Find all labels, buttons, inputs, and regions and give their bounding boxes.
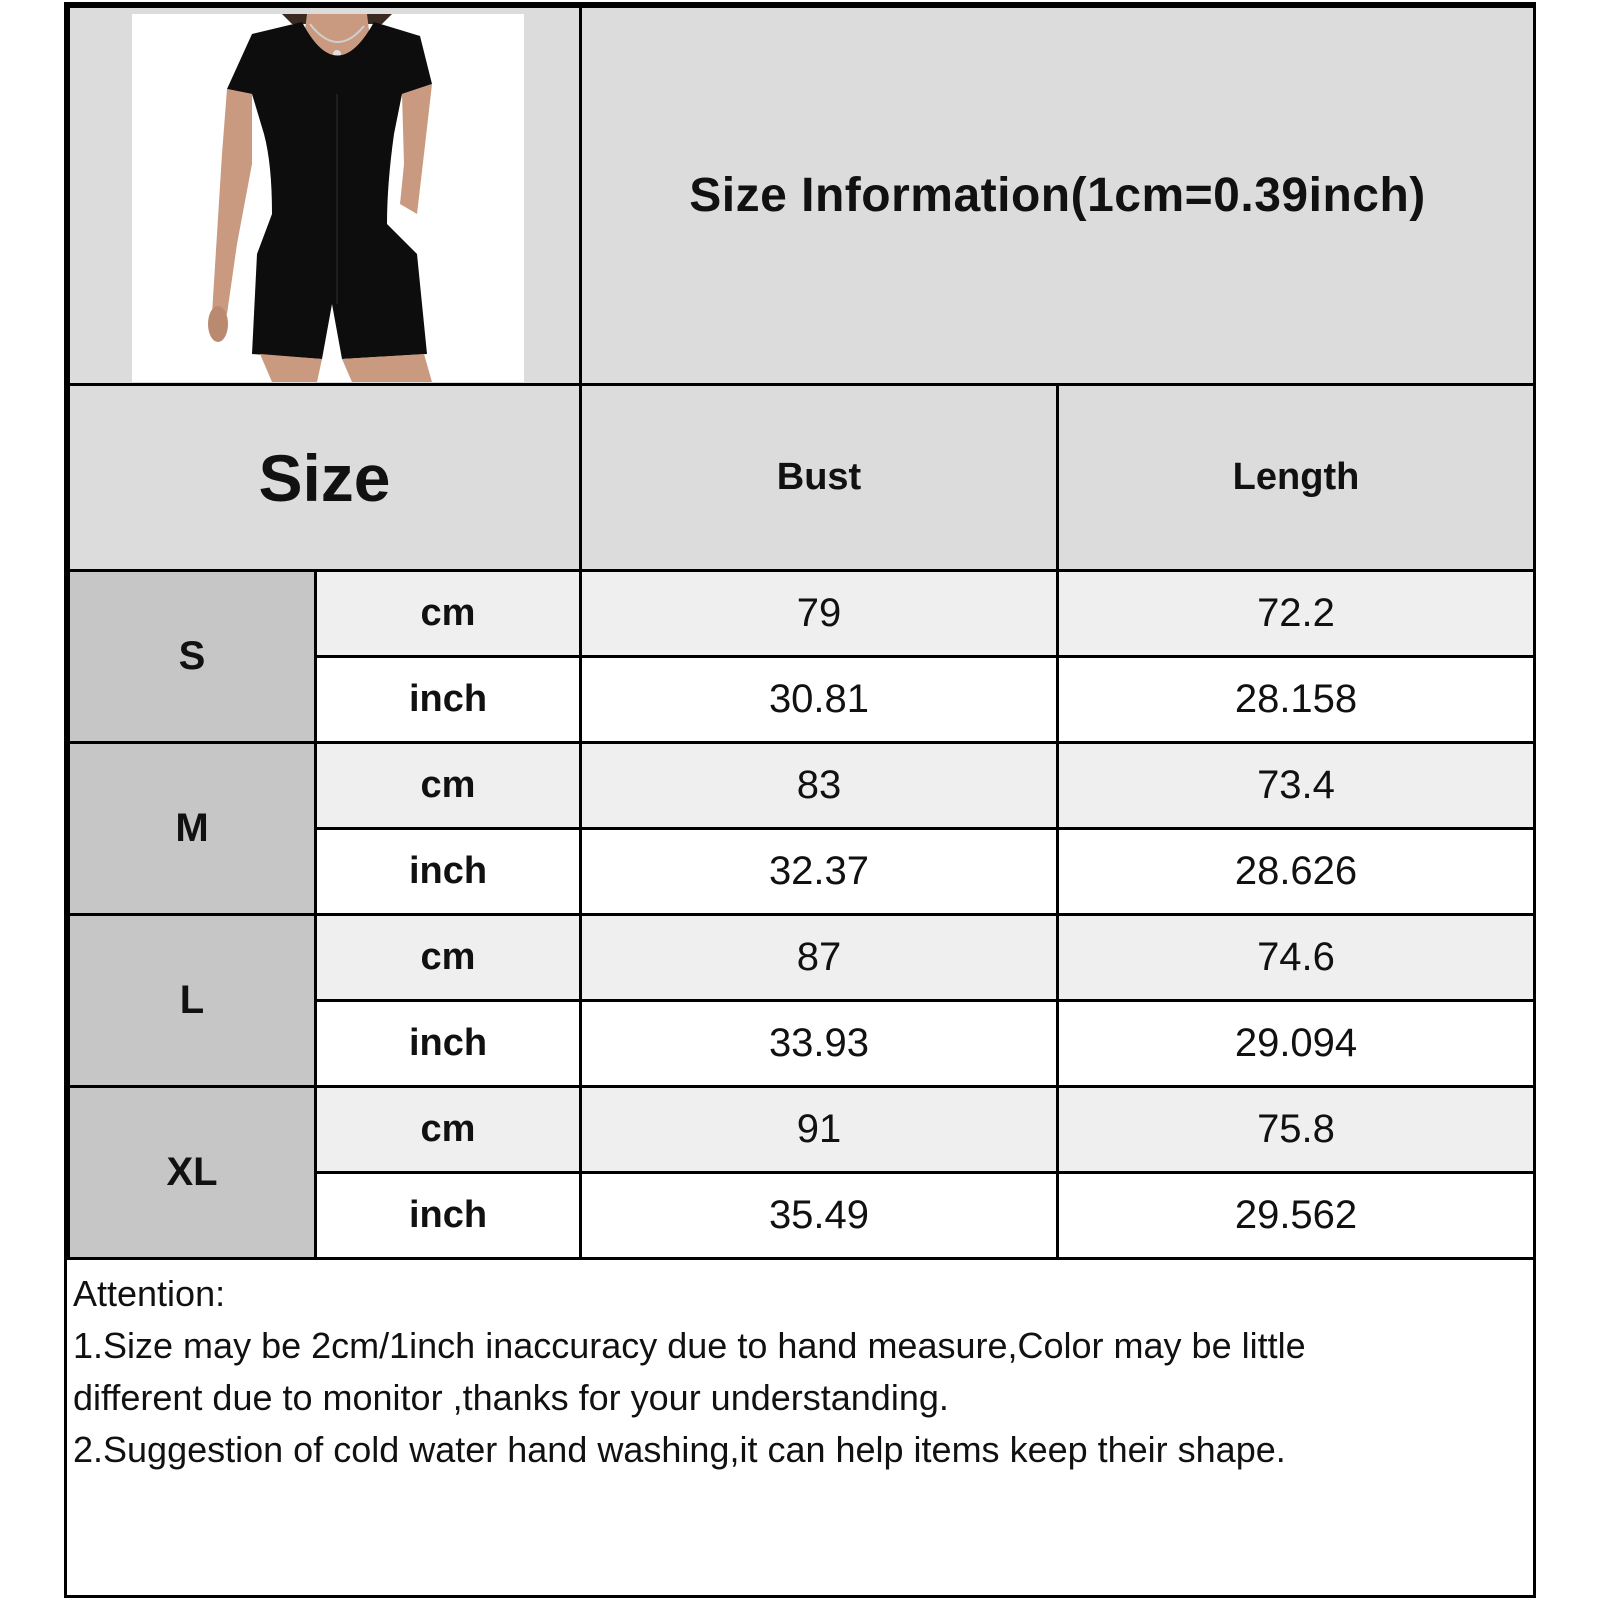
unit-cell bbox=[314, 827, 582, 916]
length-value-cell bbox=[1056, 741, 1536, 830]
black-romper-model-photo-icon bbox=[132, 14, 524, 382]
length-value: 73.4 bbox=[1257, 763, 1335, 807]
unit-cell bbox=[314, 741, 582, 830]
header-size-label: Size bbox=[258, 440, 391, 515]
header-bust-label: Bust bbox=[776, 456, 862, 498]
attention-line-1: 1.Size may be 2cm/1inch inaccuracy due to hand measure,Color may be little bbox=[73, 1325, 1306, 1366]
attention-line-2: different due to monitor ,thanks for your understanding. bbox=[73, 1377, 949, 1418]
bust-value: 83 bbox=[796, 763, 842, 807]
title-cell bbox=[579, 5, 1536, 386]
length-value: 75.8 bbox=[1257, 1107, 1335, 1151]
header-length-label: Length bbox=[1232, 456, 1360, 498]
size-label: S bbox=[178, 634, 206, 678]
unit-label: inch bbox=[408, 1194, 488, 1236]
bust-value: 33.93 bbox=[768, 1021, 870, 1065]
length-value: 29.094 bbox=[1234, 1021, 1358, 1065]
bust-value: 35.49 bbox=[768, 1193, 870, 1237]
length-value: 28.626 bbox=[1234, 849, 1358, 893]
length-value-cell bbox=[1056, 1171, 1536, 1260]
unit-cell bbox=[314, 1085, 582, 1174]
bust-value-cell bbox=[579, 655, 1059, 744]
size-cell-m bbox=[67, 741, 317, 916]
attention-line-3: 2.Suggestion of cold water hand washing,it can help items keep their shape. bbox=[73, 1429, 1286, 1470]
length-value: 72.2 bbox=[1257, 591, 1335, 635]
unit-label: cm bbox=[420, 592, 476, 634]
bust-value-cell bbox=[579, 827, 1059, 916]
unit-label: cm bbox=[420, 936, 476, 978]
bust-value: 91 bbox=[796, 1107, 842, 1151]
unit-cell bbox=[314, 999, 582, 1088]
length-value: 74.6 bbox=[1257, 935, 1335, 979]
unit-cell bbox=[314, 569, 582, 658]
product-photo bbox=[132, 14, 524, 382]
unit-label: cm bbox=[420, 764, 476, 806]
chart-title: Size Information(1cm=0.39inch) bbox=[689, 169, 1426, 222]
bust-value: 79 bbox=[796, 591, 842, 635]
length-value-cell bbox=[1056, 913, 1536, 1002]
header-length bbox=[1056, 383, 1536, 572]
unit-cell bbox=[314, 1171, 582, 1260]
bust-value-cell bbox=[579, 569, 1059, 658]
unit-label: inch bbox=[408, 678, 488, 720]
bust-value: 30.81 bbox=[768, 677, 870, 721]
header-bust bbox=[579, 383, 1059, 572]
length-value-cell bbox=[1056, 1085, 1536, 1174]
bust-value-cell bbox=[579, 1085, 1059, 1174]
bust-value-cell bbox=[579, 913, 1059, 1002]
length-value-cell bbox=[1056, 569, 1536, 658]
unit-label: inch bbox=[408, 1022, 488, 1064]
length-value: 29.562 bbox=[1234, 1193, 1358, 1237]
bust-value: 87 bbox=[796, 935, 842, 979]
unit-label: inch bbox=[408, 850, 488, 892]
attention-heading: Attention: bbox=[73, 1273, 226, 1314]
length-value-cell bbox=[1056, 999, 1536, 1088]
product-photo-cell bbox=[67, 5, 582, 386]
length-value-cell bbox=[1056, 827, 1536, 916]
unit-cell bbox=[314, 913, 582, 1002]
bust-value: 32.37 bbox=[768, 849, 870, 893]
length-value: 28.158 bbox=[1234, 677, 1358, 721]
bust-value-cell bbox=[579, 999, 1059, 1088]
unit-cell bbox=[314, 655, 582, 744]
unit-label: cm bbox=[420, 1108, 476, 1150]
header-size bbox=[67, 383, 582, 572]
length-value-cell bbox=[1056, 655, 1536, 744]
bust-value-cell bbox=[579, 741, 1059, 830]
attention-notes bbox=[67, 1257, 1536, 1583]
size-chart bbox=[64, 2, 1536, 1598]
size-label: M bbox=[175, 806, 209, 850]
size-label: XL bbox=[166, 1150, 218, 1194]
size-cell-s bbox=[67, 569, 317, 744]
size-label: L bbox=[179, 978, 205, 1022]
size-cell-xl bbox=[67, 1085, 317, 1260]
size-cell-l bbox=[67, 913, 317, 1088]
bust-value-cell bbox=[579, 1171, 1059, 1260]
